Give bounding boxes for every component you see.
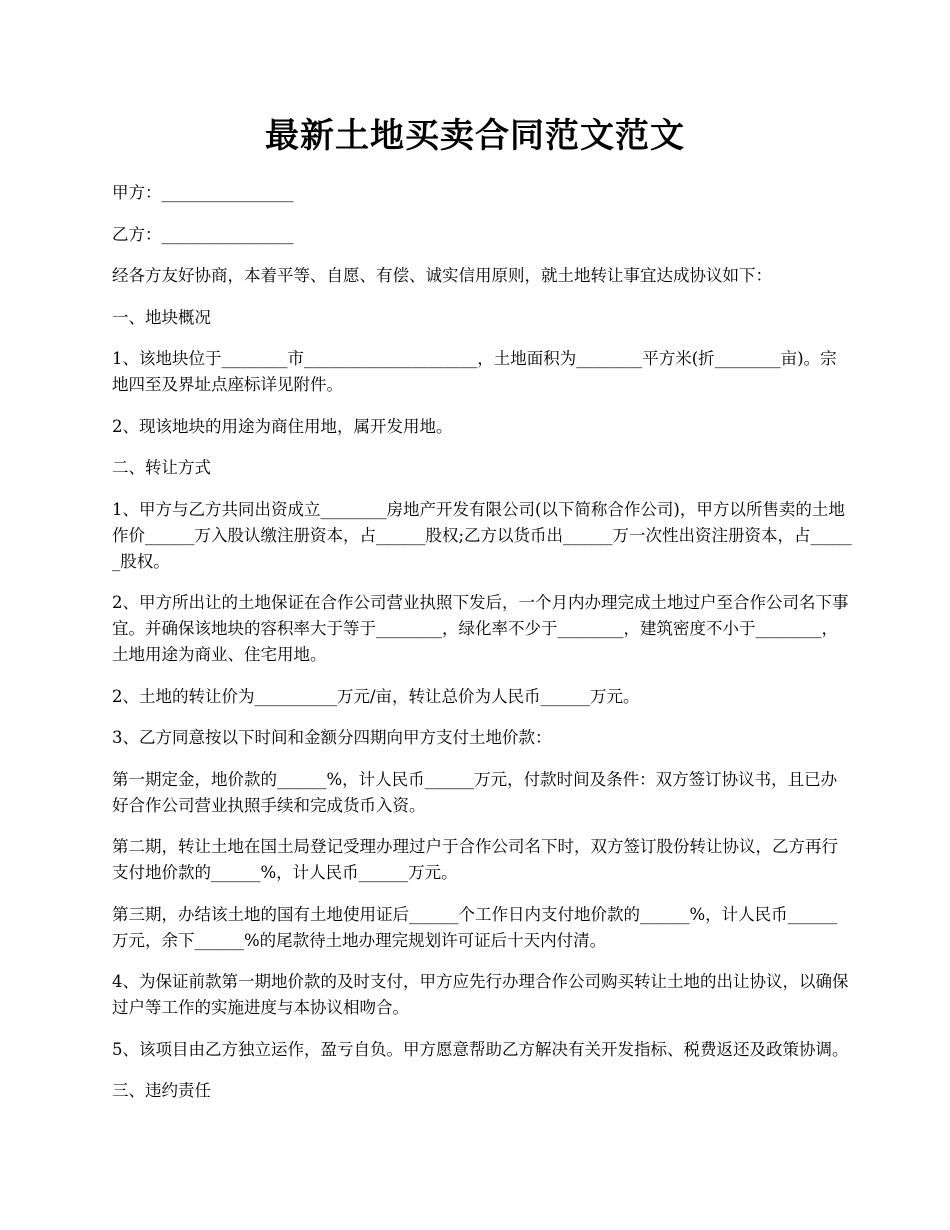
clause-paragraph: 2、现该地块的用途为商住用地，属开发用地。 xyxy=(112,416,453,436)
preamble-paragraph: 经各方友好协商，本着平等、自愿、有偿、诚实信用原则，就土地转让事宜达成协议如下： xyxy=(112,266,772,285)
party-a-line: 甲方：________________ xyxy=(112,183,294,202)
document-title: 最新土地买卖合同范文范文 xyxy=(265,116,685,156)
party-b-line: 乙方：________________ xyxy=(112,224,294,244)
clause-paragraph: 2、土地的转让价为__________万元/亩，转让总价为人民币______万元。 xyxy=(112,686,640,706)
payment-phase-paragraph: 第一期定金，地价款的______%，计人民币______万元，付款时间及条件：双方签订协议书，且已办好合作公司营业执照手续和完成货币入资。 xyxy=(112,769,838,815)
clause-paragraph: 3、乙方同意按以下时间和金额分四期向甲方支付土地价款： xyxy=(112,728,552,747)
clause-paragraph: 2、甲方所出让的土地保证在合作公司营业执照下发后，一个月内办理完成土地过户至合作公司名下事宜。并确保该地块的容积率大于等于________，绿化率不少于________，建筑密度不小于________，土地用途为商业、住宅用地。 xyxy=(112,593,849,664)
payment-phase-paragraph: 第三期，办结该土地的国有土地使用证后______个工作日内支付地价款的______%，计人民币______万元，余下______%的尾款待土地办理完规划许可证后十天内付清。 xyxy=(112,904,838,950)
payment-phase-paragraph: 第二期，转让土地在国土局登记受理办理过户于合作公司名下时，双方签订股份转让协议，乙方再行支付地价款的______%，计人民币______万元。 xyxy=(112,837,838,882)
clause-paragraph: 1、甲方与乙方共同出资成立________房地产开发有限公司(以下简称合作公司)，甲方以所售卖的土地作价______万入股认缴注册资本，占______股权;乙方以货币出______万一次性出资注册资本，占______股权。 xyxy=(112,499,852,571)
section-heading-1: 一、地块概况 xyxy=(112,307,211,327)
section-heading-2: 二、转让方式 xyxy=(112,458,211,477)
clause-paragraph: 4、为保证前款第一期地价款的及时支付，甲方应先行办理合作公司购买转让土地的出让协议，以确保过户等工作的实施进度与本协议相吻合。 xyxy=(112,972,849,1017)
section-heading-3: 三、违约责任 xyxy=(112,1081,211,1100)
clause-paragraph: 1、该地块位于________市_____________________，土地面积为________平方米(折________亩)。宗地四至及界址点座标详见附件。 xyxy=(112,349,837,394)
document-body xyxy=(112,180,852,1120)
clause-paragraph: 5、该项目由乙方独立运作，盈亏自负。甲方愿意帮助乙方解决有关开发指标、税费返还及政策协调。 xyxy=(112,1039,849,1059)
